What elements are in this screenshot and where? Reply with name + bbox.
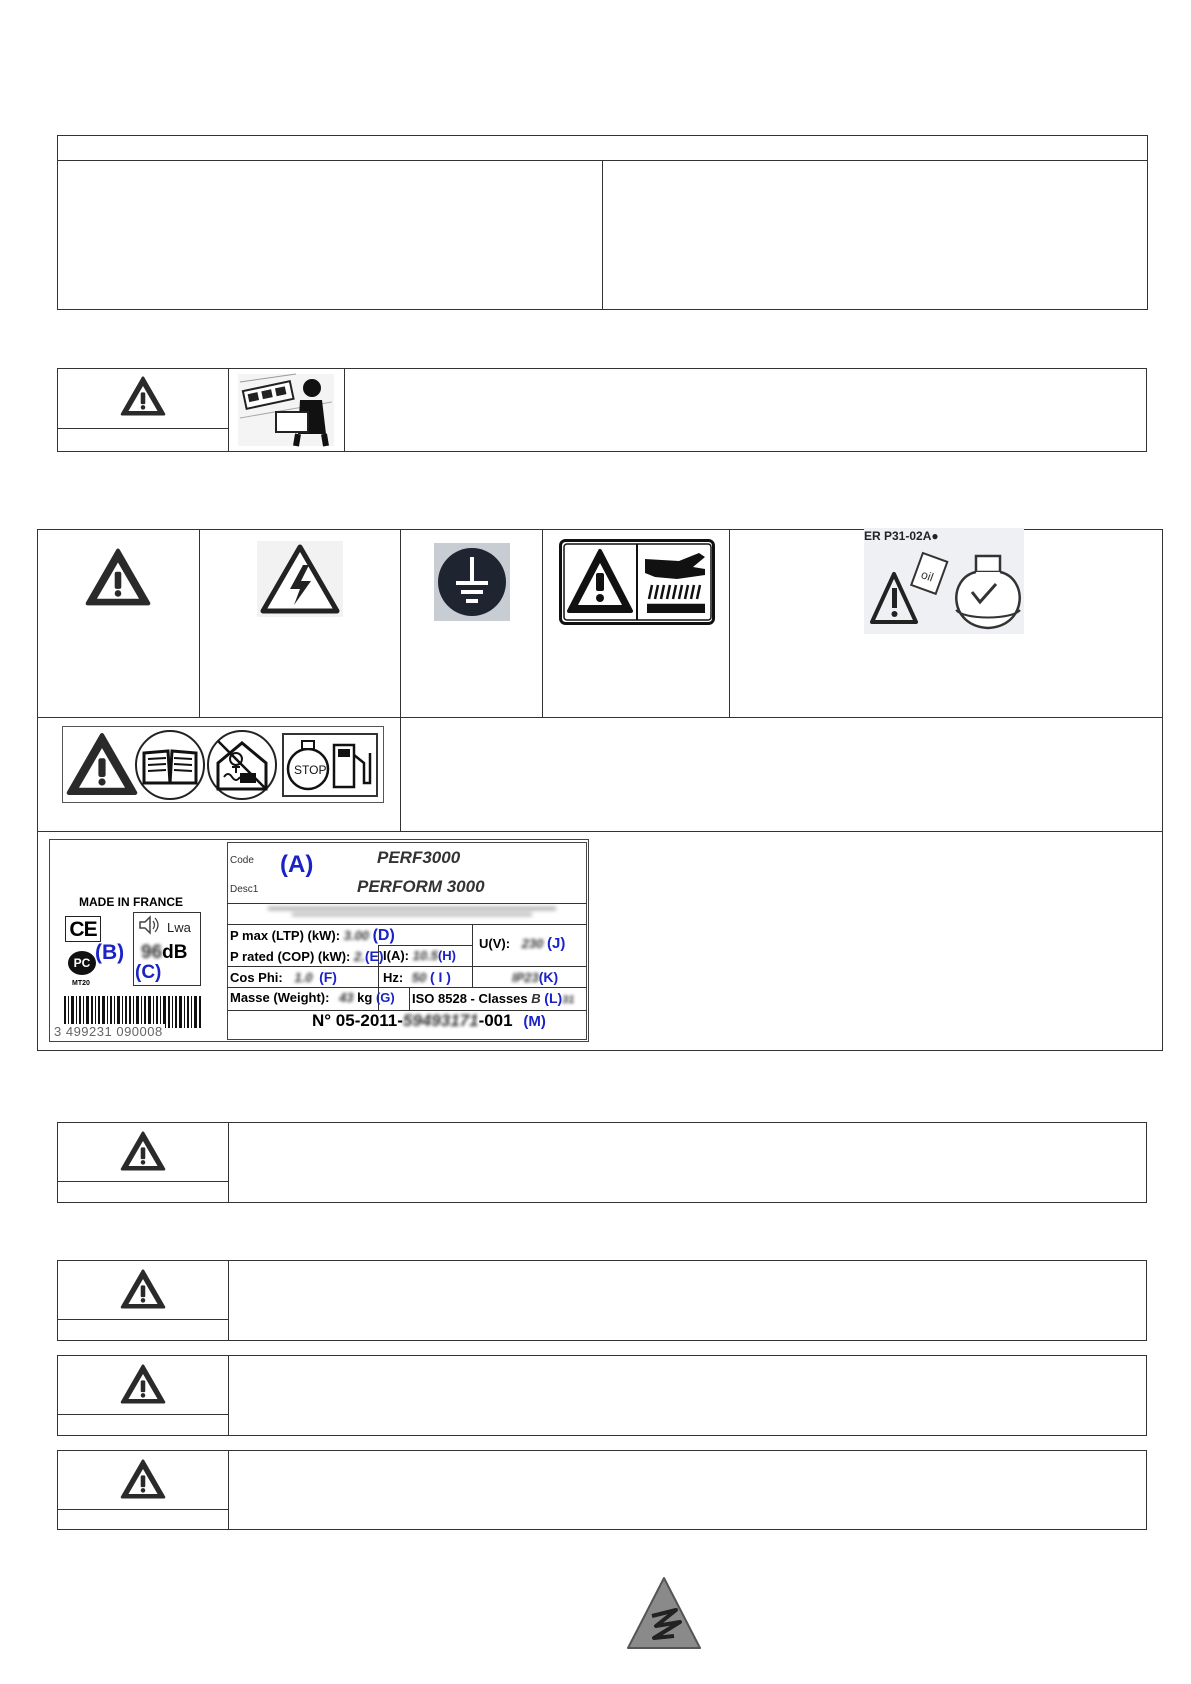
lwa-label: Lwa	[167, 920, 191, 935]
top-table-column-divider	[602, 160, 603, 310]
symbols-row-divider-1	[37, 717, 1163, 718]
warning-box-2	[57, 1260, 1147, 1341]
marker-b: (B)	[95, 941, 125, 964]
warning-box-3	[57, 1355, 1147, 1436]
marker-i: ( I )	[429, 969, 451, 985]
ia-label: I(A):	[383, 948, 409, 963]
hz-value: 50	[411, 970, 427, 985]
ip-value: IP23	[512, 970, 539, 985]
iso-label: ISO 8528 - Classes	[412, 991, 528, 1006]
warning-triangle-icon	[120, 1131, 166, 1171]
ip-row	[512, 969, 558, 985]
symbols-col-divider-4	[729, 529, 730, 717]
uv-value: 230	[521, 936, 544, 951]
pct-mark: PC	[68, 951, 96, 975]
earth-ground-icon	[434, 543, 510, 621]
marker-a: (A)	[280, 851, 314, 878]
cosphi-value: 1.0	[294, 970, 313, 985]
marker-m: (M)	[523, 1013, 546, 1030]
plate-line-2	[227, 924, 587, 925]
marker-e: (E)	[364, 948, 384, 964]
mt-code: MT20	[72, 980, 90, 987]
handling-divider-2	[344, 368, 345, 452]
serial-row	[312, 1011, 546, 1031]
read-manual-icon	[134, 729, 206, 801]
mass-value: 43	[339, 990, 354, 1005]
barcode-number: 3 499231 090008	[54, 1024, 163, 1039]
lwa-value: 96	[141, 942, 163, 963]
hz-row	[383, 969, 451, 985]
prated-label: P rated (COP) (kW):	[230, 949, 351, 964]
serial-suffix: -001	[478, 1011, 513, 1030]
stop-text: STOP	[294, 763, 327, 777]
warning-triangle-icon	[120, 1459, 166, 1499]
brand-logo-icon	[626, 1576, 702, 1650]
marker-k: (K)	[538, 969, 559, 985]
ventilation-hazard-icon	[206, 729, 278, 801]
lwa-row	[141, 942, 187, 964]
code-label: Code	[230, 855, 254, 866]
plate-line-4	[227, 987, 587, 988]
iso-extra: 31	[562, 994, 575, 1006]
marker-d: (D)	[372, 927, 395, 944]
plate-line-6	[378, 945, 472, 946]
warning-triangle-icon	[66, 732, 138, 796]
handling-divider-1	[228, 368, 229, 452]
plate-line-3	[227, 966, 587, 967]
warning-box-2-divider	[228, 1260, 229, 1341]
sound-icon	[138, 915, 160, 935]
blurred-description	[262, 905, 562, 921]
desc-value: PERFORM 3000	[357, 877, 485, 896]
cosphi-label: Cos Phi:	[230, 970, 283, 985]
mass-row	[230, 990, 395, 1005]
desc-label: Desc1	[230, 884, 259, 895]
prated-value: 2.	[354, 949, 365, 964]
plate-vline-3	[409, 987, 410, 1010]
marker-l: (L)	[544, 990, 563, 1006]
marker-f: (F)	[319, 969, 337, 985]
warning-box-1	[57, 1122, 1147, 1203]
warning-box-3-divider	[228, 1355, 229, 1436]
warning-triangle-icon	[120, 1269, 166, 1309]
handling-label-line	[57, 428, 228, 429]
high-voltage-icon	[257, 541, 343, 617]
made-in-france: MADE IN FRANCE	[79, 895, 183, 909]
pmax-label: P max (LTP) (kW):	[230, 928, 341, 943]
marker-j: (J)	[547, 935, 566, 952]
prated-row	[230, 948, 384, 964]
warning-box-4	[57, 1450, 1147, 1530]
warning-box-4-label-line	[57, 1509, 228, 1510]
warning-triangle-icon	[120, 376, 166, 416]
symbols-col-divider-1	[199, 529, 200, 717]
ia-row	[383, 948, 456, 963]
symbols-row-divider-2	[37, 831, 1163, 832]
oil-level-icon	[864, 544, 1024, 634]
symbols-col-divider-3	[542, 529, 543, 717]
pmax-value: 3.00	[343, 928, 369, 943]
oil-label-code: ER P31-02A●	[864, 529, 939, 543]
warning-box-3-label-line	[57, 1414, 228, 1415]
code-value: PERF3000	[377, 848, 461, 867]
marker-g: (G)	[375, 990, 395, 1005]
warning-triangle-icon	[120, 1364, 166, 1404]
hz-label: Hz:	[383, 970, 404, 985]
warning-box-4-divider	[228, 1450, 229, 1530]
general-warning-icon	[84, 548, 152, 606]
warning-box-1-divider	[228, 1122, 229, 1203]
serial-number: 59493171	[402, 1011, 479, 1030]
plate-vline-2	[472, 924, 473, 987]
svg-text:oil: oil	[919, 567, 936, 585]
stop-before-refuel-icon	[282, 733, 378, 797]
warning-box-1-label-line	[57, 1181, 228, 1182]
lwa-unit: dB	[162, 942, 188, 963]
warning-box-2-label-line	[57, 1319, 228, 1320]
plate-line-1	[227, 903, 587, 904]
marker-h: (H)	[437, 948, 456, 963]
uv-row	[479, 935, 565, 952]
serial-prefix: N° 05-2011-	[312, 1011, 403, 1030]
iso-value: B	[531, 991, 541, 1006]
pmax-row	[230, 927, 395, 945]
marker-c: (C)	[135, 962, 162, 983]
handling-warning-box	[57, 368, 1147, 452]
hot-surface-icon	[559, 539, 715, 625]
ia-value: 10.5	[412, 948, 438, 963]
mass-label: Masse (Weight):	[230, 990, 330, 1005]
symbols-col-divider-2	[400, 529, 401, 831]
uv-label: U(V):	[479, 936, 511, 951]
ce-mark: CE	[65, 916, 101, 942]
iso-row	[412, 990, 574, 1006]
two-person-lift-icon	[236, 372, 336, 448]
cosphi-row	[230, 969, 337, 985]
mass-unit: kg	[357, 990, 373, 1005]
